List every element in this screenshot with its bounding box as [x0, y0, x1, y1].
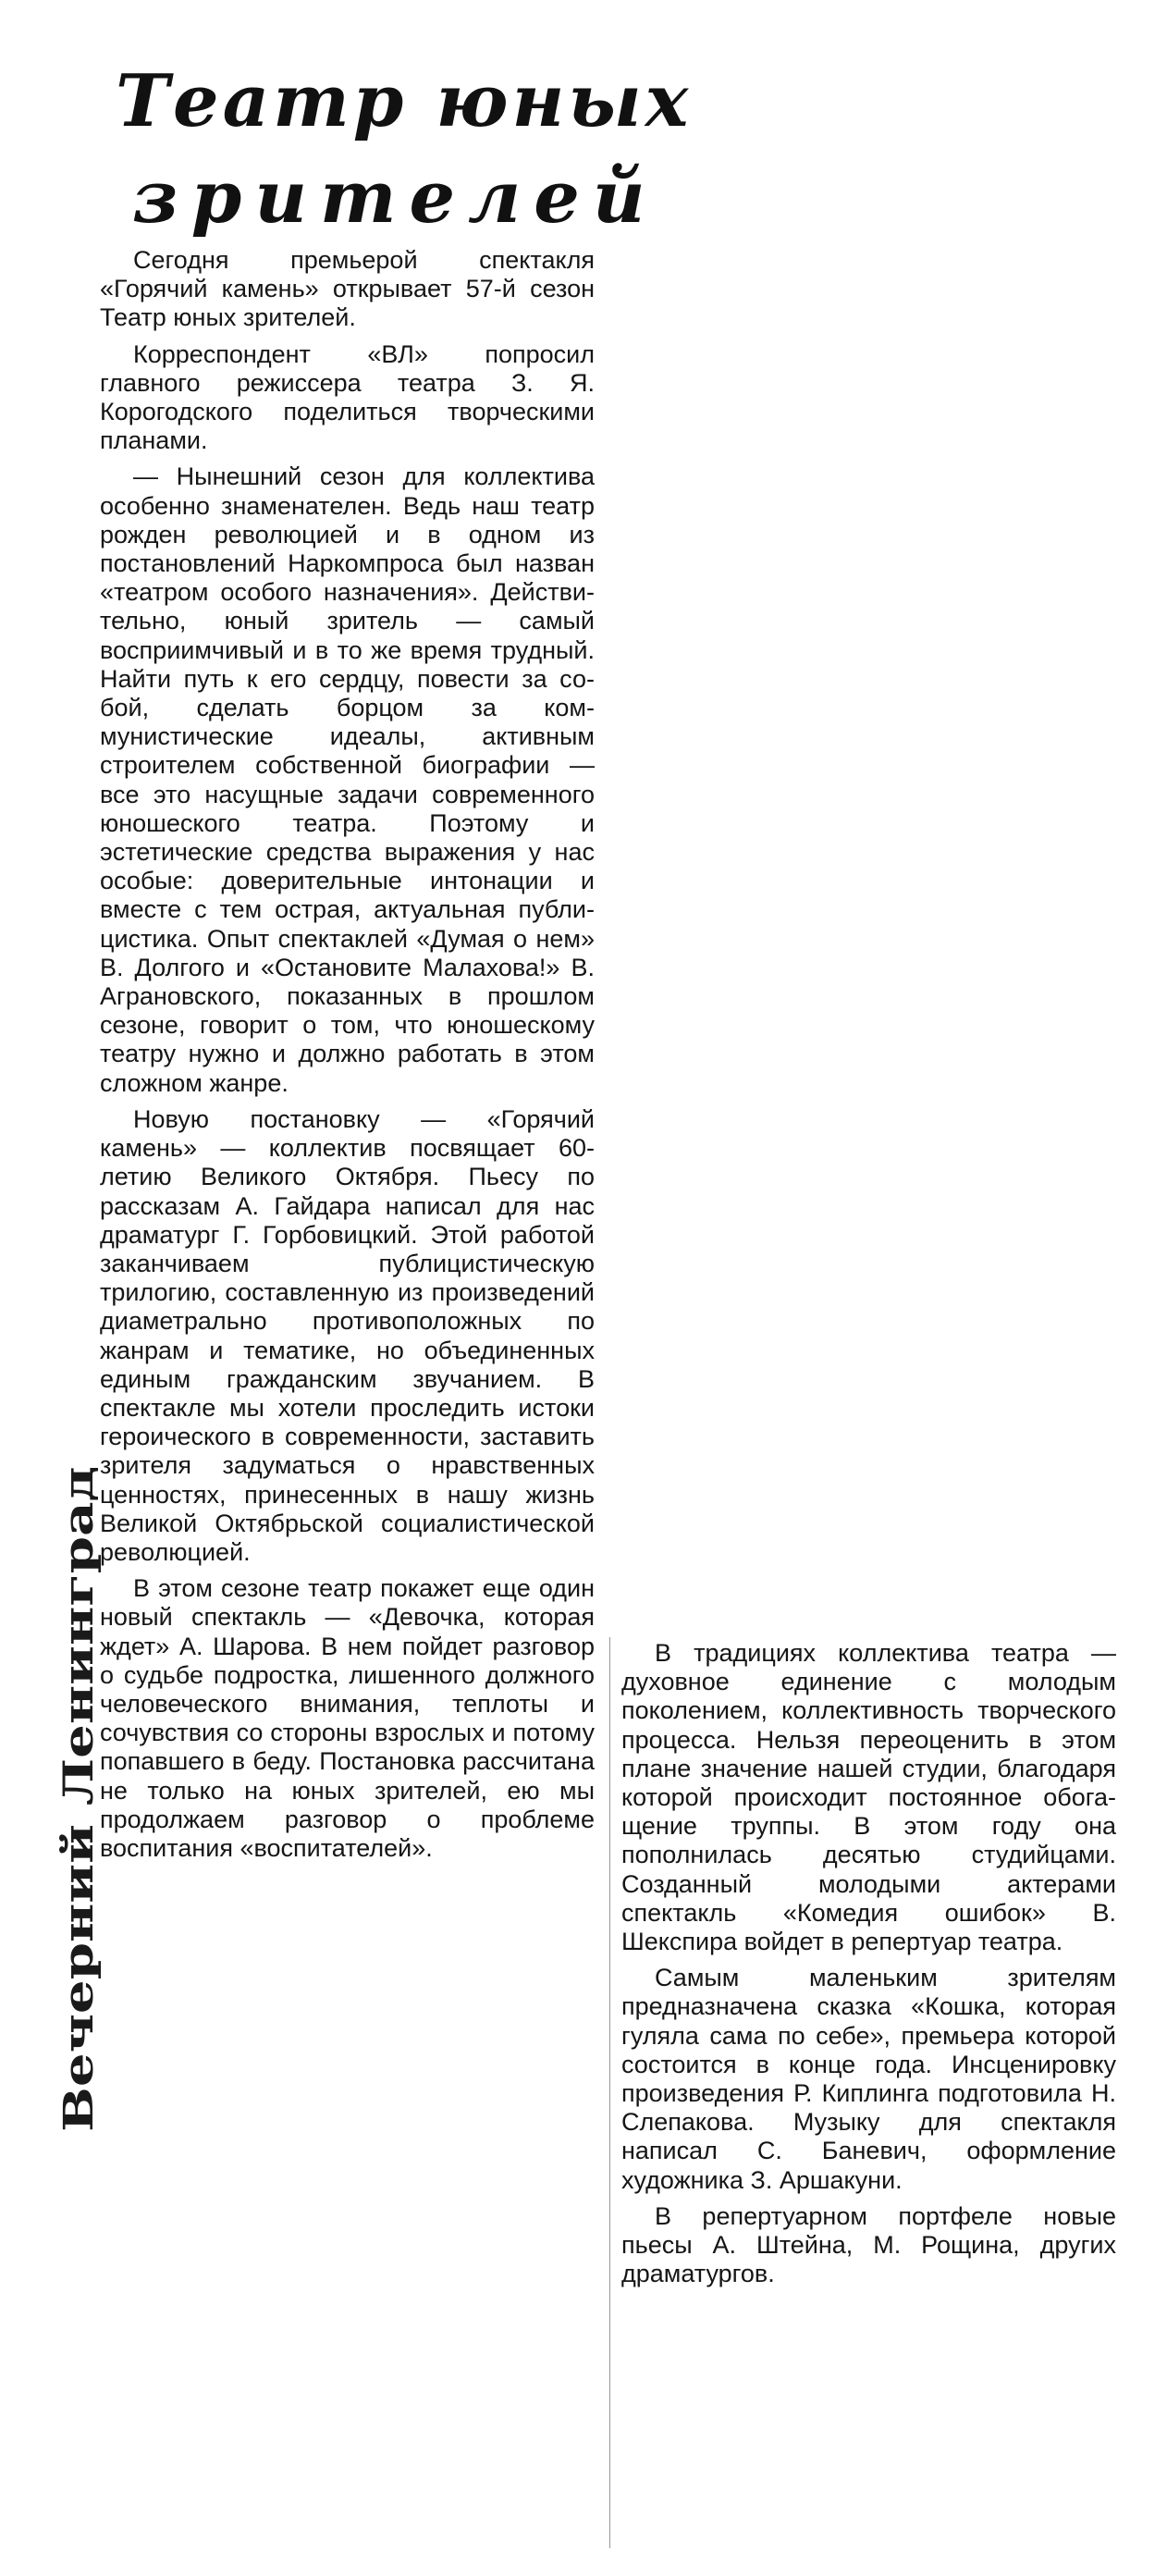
paragraph-traditions: В традициях коллектива театра — духовное единение с молодым поколением, коллективность творческого процесса. Нельзя переоценить в этом плане значение нашей студии, благодаря которой происходит постоянное обогащение труппы. В этом году она пополнилась десятью студийцами. Созданный молодыми актерами спектакль «Комедия ошибок» В. Шекспира войдет в репертуар театра.	[621, 1639, 1116, 1956]
paragraph-this-season: В этом сезоне театр покажет еще один новый спектакль — «Девочка, которая ждет» А. Шарова. В нем пойдет разговор о судьбе подростка, лишенного должного человеческого внимания, теплоты и сочувствия со стороны взрослых и потому попавшего в беду. Постановка рассчитана не только на юных зрителей, ею мы продолжаем разговор о проблеме воспитания «воспитателей».	[100, 1574, 595, 1862]
newspaper-stamp	[48, 1452, 113, 2146]
headline-line-2: зрителей	[132, 155, 658, 240]
article-column-left	[100, 246, 595, 1863]
paragraph-fairy-tale: Самым маленьким зрителям предназначена сказка «Кошка, которая гуляла сама по себе», премьера которой состоится в конце года. Инсценировку произведения Р. Киплинга подготовила Н. Слепакова. Музыку для спектакля написал С. Баневич, оформление художника З. Аршакуни.	[621, 1964, 1116, 2194]
column-divider	[609, 1637, 610, 2548]
paragraph-season: — Нынешний сезон для коллектива особенно знаменателен. Ведь наш театр рожден революцией и в одном из постановлений Наркомпроса был назван «театром особого назначения». Действительно, юный зритель — самый восприимчивый и в то же время трудный. Найти путь к его сердцу, повести за собой, сделать борцом за коммунистические идеалы, активным строителем собственной биографии — все это насущные задачи современного юношеского театра. Поэтому и эстетические средства выражения у нас особые: доверительные интонации и вместе с тем острая, актуальная публицистика. Опыт спектаклей «Думая о нем» В. Долгого и «Остановите Малахова!» В. Аграновского, показанных в прошлом сезоне, говорит о том, что юношескому театру нужно и должно работать в этом сложном жанре.	[100, 462, 595, 1097]
stamp-graphic	[48, 1452, 113, 2146]
headline-line-1: Театр юных	[116, 59, 693, 143]
article-column-right	[621, 1639, 1116, 2288]
article-headline	[116, 54, 693, 246]
paragraph-repertoire: В репертуарном портфеле новые пьесы А. Штейна, М. Рощина, других драматургов.	[621, 2201, 1116, 2288]
paragraph-intro: Сегодня премьерой спектакля «Горячий камень» открывает 57-й сезон Театр юных зрителей.	[100, 246, 595, 332]
paragraph-new-production: Новую постановку — «Горячий камень» — коллектив посвящает 60-летию Великого Октября. Пьесу по рассказам А. Гайдара написал для нас драматург Г. Горбовицкий. Этой работой заканчиваем публицистическую трилогию, составленную из произведений диаметрально противоположных по жанрам и тематике, но объединенных единым гражданским звучанием. В спектакле мы хотели проследить истоки героического в современности, заставить зрителя задуматься о нравственных ценностях, принесенных в нашу жизнь Великой Октябрьской социалистической революцией.	[100, 1104, 595, 1566]
stamp-text: Вечерний Ленинград	[55, 1624, 103, 2132]
paragraph-correspondent: Корреспондент «ВЛ» попросил главного режиссера театра З. Я. Корогодского поделиться творческими планами.	[100, 339, 595, 455]
